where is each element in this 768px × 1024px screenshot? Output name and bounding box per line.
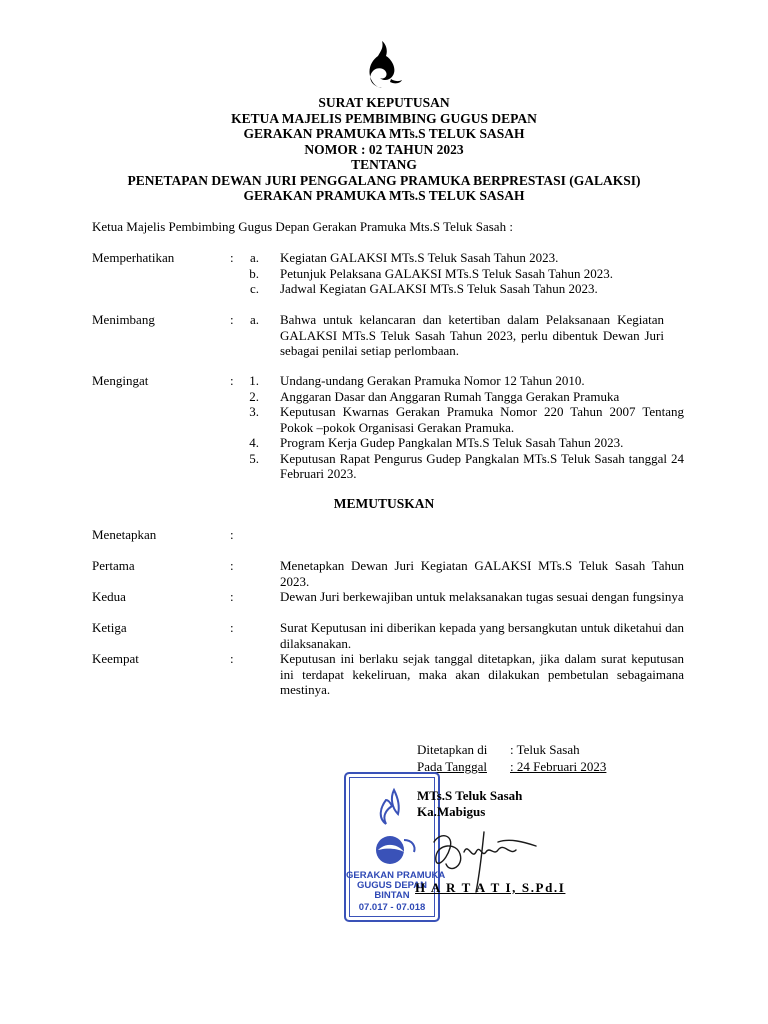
tunas-kelapa-logo-icon [362,40,404,90]
decision-text: Dewan Juri berkewajiban untuk melaksanakan tugas sesuai dengan fungsinya [280,589,684,604]
item-text: Jadwal Kegiatan GALAKSI MTs.S Teluk Sasah Tahun 2023. [280,281,598,296]
section-label: Menimbang [92,312,155,327]
list-item [92,451,692,482]
signature-place-date [417,741,617,775]
stamp-emblem-icon [356,780,426,870]
decision-kedua [92,589,692,605]
heading-about: TENTANG [351,157,417,172]
list-item [92,266,692,282]
item-text: Kegiatan GALAKSI MTs.S Teluk Sasah Tahun 2023. [280,250,559,265]
item-number: 2. [249,388,259,404]
place-label: Ditetapkan di [417,742,488,757]
list-item: Mengingat : 1. Undang-undang Gerakan Pramuka Nomor 12 Tahun 2010. [92,373,692,389]
decision-menetapkan [92,527,692,543]
heading-line3: GERAKAN PRAMUKA MTs.S TELUK SASAH [243,126,525,141]
item-number: 5. [249,450,259,466]
section-memperhatikan [92,250,692,297]
list-item [92,404,692,435]
item-text: Bahwa untuk kelancaran dan ketertiban dalam Pelaksanaan Kegiatan GALAKSI MTs.S Teluk Sasah Tahun 2023, perlu dibentuk Dewan Juri sebagai penilai setiap perlombaan. [280,312,664,358]
item-number: 3. [249,404,259,419]
item-number: a. [249,250,259,265]
list-item: Kedua : Dewan Juri berkewajiban untuk melaksanakan tugas sesuai dengan fungsinya [92,589,684,604]
item-number: 4. [249,435,259,450]
stamp-code: 07.017 - 07.018 [358,902,426,913]
item-text: Undang-undang Gerakan Pramuka Nomor 12 Tahun 2010. [280,373,585,388]
item-text: Anggaran Dasar dan Anggaran Rumah Tangga Gerakan Pramuka [280,388,620,404]
intro-text: Ketua Majelis Pembimbing Gugus Depan Gerakan Pramuka Mts.S Teluk Sasah : [92,219,513,234]
document-heading [0,95,768,204]
decision-keempat [92,651,692,698]
heading-subject2: GERAKAN PRAMUKA MTs.S TELUK SASAH [243,188,525,203]
item-text: Keputusan Rapat Pengurus Gudep Pangkalan MTs.S Teluk Sasah tanggal 24 Februari 2023. [280,450,684,481]
heading-subject1: PENETAPAN DEWAN JURI PENGGALANG PRAMUKA BERPRESTASI (GALAKSI) [127,172,641,188]
heading-number: NOMOR : 02 TAHUN 2023 [304,141,464,157]
list-item: Menetapkan : [92,527,234,542]
decide-heading: MEMUTUSKAN [333,496,435,511]
place-value: : Teluk Sasah [510,742,580,757]
stamp-line3: BINTAN [374,890,410,901]
heading-title: SURAT KEPUTUSAN [318,95,450,110]
item-number: c. [249,281,259,296]
section-menimbang [92,312,692,359]
list-item: Menimbang : a. Bahwa untuk kelancaran dan ketertiban dalam Pelaksanaan Kegiatan GALAKSI MTs.S Teluk Sasah Tahun 2023, perlu dibentuk Dewan Juri sebagai penilai setiap perlombaan. [92,312,664,358]
stamp-line2: GUGUS DEPAN [356,880,428,891]
date-label: Pada Tanggal [417,759,487,774]
signer-institution: MTs.S Teluk Sasah [417,788,523,803]
section-mengingat [92,373,692,482]
list-item: Pertama : Menetapkan Dewan Juri Kegiatan GALAKSI MTs.S Teluk Sasah Tahun 2023. [92,558,684,589]
decision-text: Keputusan ini berlaku sejak tanggal ditetapkan, jika dalam surat keputusan ini terdapat kekeliruan, maka akan dilakukan pembetulan sebagaimana mestinya. [280,651,684,697]
decision-text: Surat Keputusan ini diberikan kepada yang bersangkutan untuk diketahui dan dilaksanakan. [280,620,684,651]
item-number: 1. [249,373,259,388]
date-value: : 24 Februari 2023 [510,759,607,774]
item-text: Program Kerja Gudep Pangkalan MTs.S Teluk Sasah Tahun 2023. [280,435,624,450]
decision-label: Keempat [92,651,139,666]
item-text: Keputusan Kwarnas Gerakan Pramuka Nomor 220 Tahun 2007 Tentang Pokok –pokok Organisasi Gerakan Pramuka. [280,404,684,435]
list-item: Keempat : Keputusan ini berlaku sejak tanggal ditetapkan, jika dalam surat keputusan ini terdapat kekeliruan, maka akan dilakukan pembetulan sebagaimana mestinya. [92,651,684,697]
list-item [92,389,692,405]
list-item: Memperhatikan : a. Kegiatan GALAKSI MTs.S Teluk Sasah Tahun 2023. [92,250,692,266]
list-item [92,435,692,451]
item-number: a. [249,312,259,327]
decision-label: Kedua [92,589,126,604]
decision-label: Ketiga [92,620,127,635]
list-item [92,281,692,297]
decision-ketiga [92,620,692,651]
stamp-line1: GERAKAN PRAMUKA [346,870,446,881]
section-label: Mengingat [92,373,149,388]
section-label: Memperhatikan [92,250,175,265]
decision-text: Menetapkan Dewan Juri Kegiatan GALAKSI MTs.S Teluk Sasah Tahun 2023. [280,558,684,589]
signer-position: Ka.Mabigus [417,803,486,819]
decision-label: Pertama [92,558,135,573]
signer-name: H A R T A T I, S.Pd.I [415,880,566,895]
item-text: Petunjuk Pelaksana GALAKSI MTs.S Teluk Sasah Tahun 2023. [280,265,613,281]
item-number: b. [249,265,259,281]
heading-line2: KETUA MAJELIS PEMBIMBING GUGUS DEPAN [231,110,537,126]
list-item: Ketiga : Surat Keputusan ini diberikan kepada yang bersangkutan untuk diketahui dan dilaksanakan. [92,620,684,651]
decision-pertama [92,558,692,589]
decision-label: Menetapkan [92,527,157,542]
